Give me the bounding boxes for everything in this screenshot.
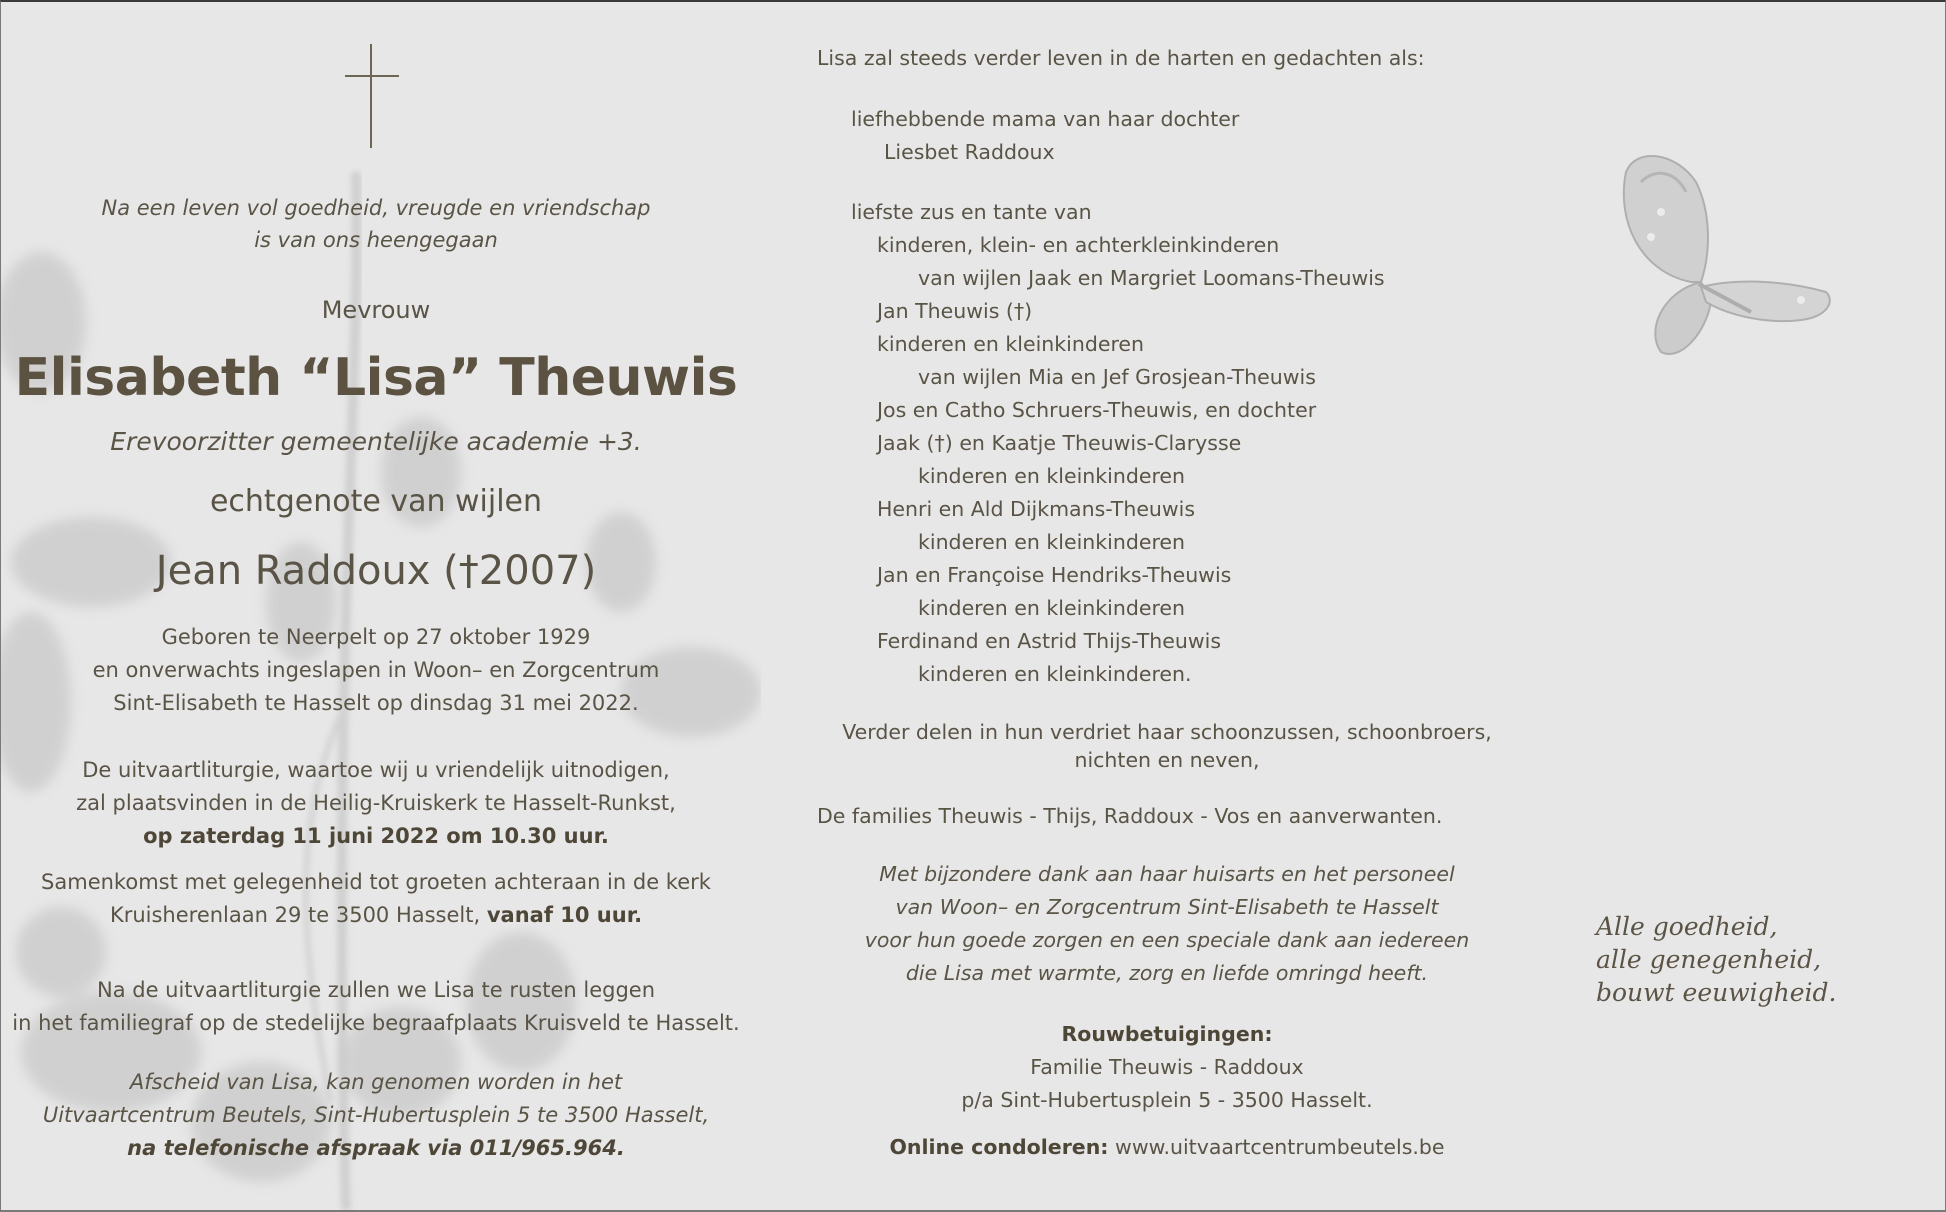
online-condolence-link[interactable]: www.uitvaartcentrumbeutels.be xyxy=(1115,1135,1445,1159)
families-line: De families Theuwis - Thijs, Raddoux - Vos en aanverwanten. xyxy=(817,804,1443,828)
intro-line: Na een leven vol goedheid, vreugde en vriendschap xyxy=(101,196,651,220)
family-line: liefste zus en tante van xyxy=(851,200,1092,224)
online-condolence-label: Online condoleren: xyxy=(889,1135,1109,1159)
extended-family-line: Verder delen in hun verdriet haar schoonzussen, schoonbroers, xyxy=(842,720,1492,744)
funeral-info-line: De uitvaartliturgie, waartoe wij u vriendelijk uitnodigen, xyxy=(82,758,670,782)
farewell-phone: na telefonische afspraak via 011/965.964. xyxy=(127,1136,625,1160)
spouse-intro: echtgenote van wijlen xyxy=(209,484,543,519)
deceased-name: Elisabeth “Lisa” Theuwis xyxy=(14,348,738,408)
family-line: van wijlen Jaak en Margriet Loomans-Theuwis xyxy=(918,266,1385,290)
family-line: Ferdinand en Astrid Thijs-Theuwis xyxy=(877,629,1222,653)
farewell-info-line: Afscheid van Lisa, kan genomen worden in het xyxy=(129,1070,623,1094)
thanks-line: die Lisa met warmte, zorg en liefde omringd heeft. xyxy=(905,961,1429,985)
online-condolence xyxy=(817,1135,1517,1159)
gathering-info-line xyxy=(1,903,751,927)
funeral-info-line: zal plaatsvinden in de Heilig-Kruiskerk te Hasselt-Runkst, xyxy=(76,791,676,815)
family-line: Jan en Françoise Hendriks-Theuwis xyxy=(877,563,1232,587)
birth-info-line: Geboren te Neerpelt op 27 oktober 1929 xyxy=(161,625,591,649)
condolence-address-line: Familie Theuwis - Raddoux xyxy=(1030,1055,1304,1079)
intro-line: is van ons heengegaan xyxy=(254,228,498,252)
deceased-title: Erevoorzitter gemeentelijke academie +3. xyxy=(110,427,642,456)
salutation: Mevrouw xyxy=(321,296,431,324)
extended-family-line: nichten en neven, xyxy=(1074,748,1260,772)
family-line: kinderen en kleinkinderen xyxy=(918,596,1186,620)
quote-line: alle genegenheid, xyxy=(1596,945,1822,974)
gathering-time: vanaf 10 uur. xyxy=(486,903,643,927)
thanks-line: van Woon– en Zorgcentrum Sint-Elisabeth te Hasselt xyxy=(895,895,1439,919)
family-line: Jan Theuwis (†) xyxy=(877,299,1033,323)
birth-info-line: Sint-Elisabeth te Hasselt op dinsdag 31 mei 2022. xyxy=(113,691,639,715)
family-line: liefhebbende mama van haar dochter xyxy=(851,107,1240,131)
condolence-address-line: p/a Sint-Hubertusplein 5 - 3500 Hasselt. xyxy=(961,1088,1373,1112)
family-line: kinderen en kleinkinderen xyxy=(918,464,1186,488)
burial-info-line: Na de uitvaartliturgie zullen we Lisa te rusten leggen xyxy=(96,978,656,1002)
quote-line: bouwt eeuwigheid. xyxy=(1596,978,1837,1007)
family-line: Liesbet Raddoux xyxy=(884,140,1055,164)
family-line: kinderen en kleinkinderen xyxy=(877,332,1145,356)
family-line: van wijlen Mia en Jef Grosjean-Theuwis xyxy=(918,365,1316,389)
family-line: kinderen, klein- en achterkleinkinderen xyxy=(877,233,1280,257)
family-line: Jos en Catho Schruers-Theuwis, en dochter xyxy=(877,398,1317,422)
condolence-heading: Rouwbetuigingen: xyxy=(1061,1022,1273,1046)
funeral-date: op zaterdag 11 juni 2022 om 10.30 uur. xyxy=(143,824,609,848)
family-line: Jaak (†) en Kaatje Theuwis-Clarysse xyxy=(877,431,1242,455)
spouse-name: Jean Raddoux (†2007) xyxy=(155,548,597,594)
thanks-line: voor hun goede zorgen en een speciale dank aan iedereen xyxy=(864,928,1470,952)
burial-info-line: in het familiegraf op de stedelijke begraafplaats Kruisveld te Hasselt. xyxy=(12,1011,740,1035)
quote-line: Alle goedheid, xyxy=(1596,912,1778,941)
cross-icon xyxy=(341,42,403,152)
birth-info-line: en onverwachts ingeslapen in Woon– en Zorgcentrum xyxy=(92,658,660,682)
family-heading: Lisa zal steeds verder leven in de harten en gedachten als: xyxy=(817,46,1425,70)
family-line: kinderen en kleinkinderen. xyxy=(918,662,1192,686)
farewell-info-line: Uitvaartcentrum Beutels, Sint-Hubertusplein 5 te 3500 Hasselt, xyxy=(42,1103,710,1127)
gathering-address: Kruisherenlaan 29 te 3500 Hasselt, xyxy=(109,903,487,927)
family-line: kinderen en kleinkinderen xyxy=(918,530,1186,554)
thanks-line: Met bijzondere dank aan haar huisarts en het personeel xyxy=(879,862,1455,886)
butterfly-icon xyxy=(1601,142,1841,372)
family-line: Henri en Ald Dijkmans-Theuwis xyxy=(877,497,1196,521)
gathering-info-line: Samenkomst met gelegenheid tot groeten achteraan in de kerk xyxy=(41,870,711,894)
